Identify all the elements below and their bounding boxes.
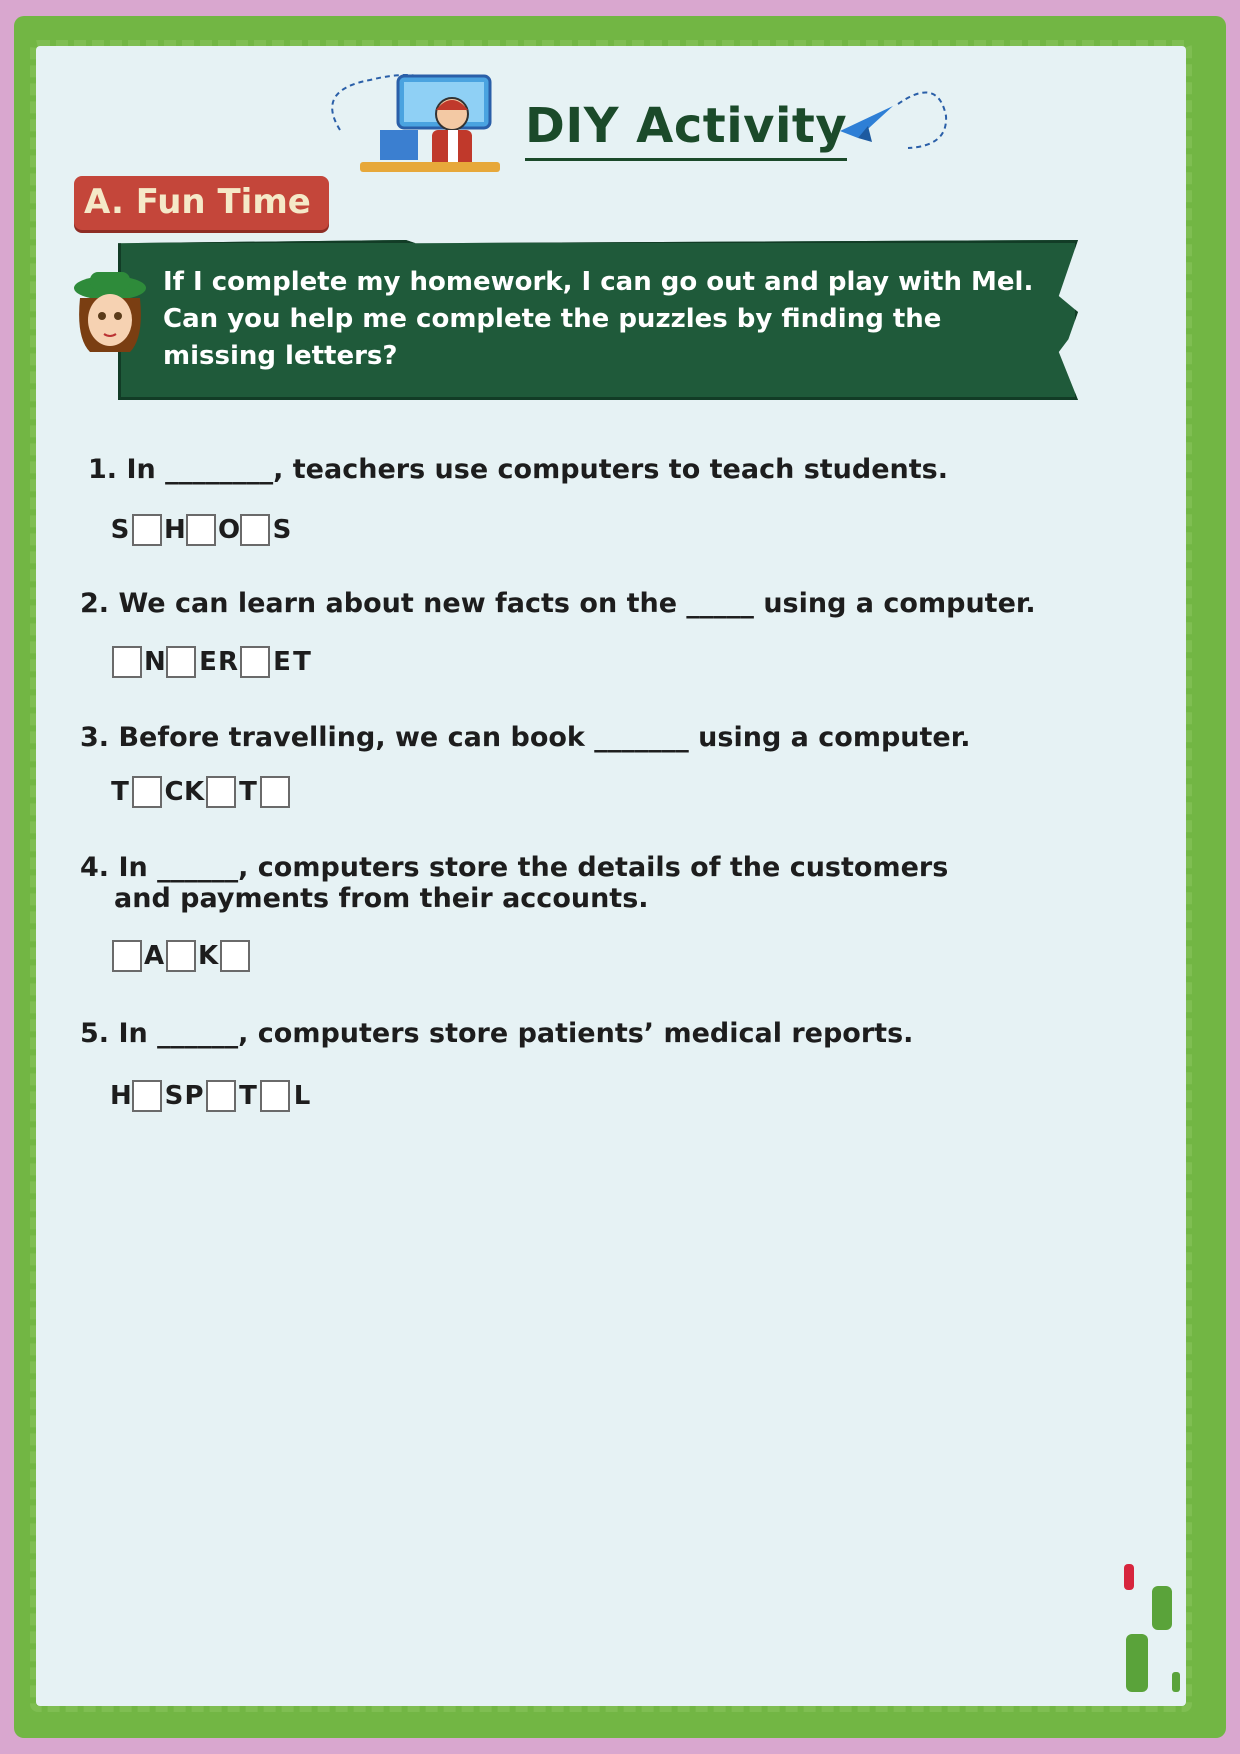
puzzle-letter: S	[164, 1081, 184, 1111]
letter-box[interactable]	[132, 1080, 162, 1112]
question-4	[80, 852, 948, 914]
letter-box[interactable]	[132, 776, 162, 808]
puzzle-3	[110, 776, 292, 808]
teacher-illustration-icon	[320, 70, 530, 180]
puzzle-letter: K	[198, 941, 219, 971]
letter-box[interactable]	[132, 514, 162, 546]
letter-box[interactable]	[206, 1080, 236, 1112]
puzzle-1	[110, 514, 292, 546]
question-text: We can learn about new facts on the _____ using a computer.	[118, 588, 1036, 619]
puzzle-letter: S	[110, 515, 130, 545]
letter-box[interactable]	[166, 646, 196, 678]
puzzle-letter: A	[144, 941, 165, 971]
puzzle-letter: L	[293, 1081, 311, 1111]
question-number: 2.	[80, 588, 110, 619]
question-3	[80, 722, 970, 753]
puzzle-letter: H	[110, 1081, 132, 1111]
question-text: In ________, teachers use computers to teach students.	[126, 454, 949, 485]
letter-box[interactable]	[260, 1080, 290, 1112]
puzzle-letter: E	[199, 647, 217, 677]
puzzle-letter: S	[272, 515, 292, 545]
puzzle-letter: T	[111, 777, 129, 807]
question-text: Before travelling, we can book _______ using a computer.	[118, 722, 971, 753]
letter-box[interactable]	[186, 514, 216, 546]
letter-box[interactable]	[220, 940, 250, 972]
question-text-continued: and payments from their accounts.	[114, 883, 649, 914]
question-1	[88, 454, 948, 485]
puzzle-letter: T	[239, 777, 257, 807]
puzzle-letter: E	[273, 647, 291, 677]
puzzle-2	[110, 646, 312, 678]
puzzle-5	[110, 1080, 312, 1112]
question-number: 4.	[80, 852, 110, 883]
puzzle-letter: T	[239, 1081, 257, 1111]
instruction-text: If I complete my homework, I can go out and play with Mel. Can you help me complete the puzzles by finding the missing letters?	[163, 267, 1034, 371]
question-text: In ______, computers store the details of the customers	[118, 852, 949, 883]
puzzle-4	[110, 940, 252, 972]
letter-box[interactable]	[240, 646, 270, 678]
letter-box[interactable]	[166, 940, 196, 972]
puzzle-letter: K	[184, 777, 205, 807]
question-number: 5.	[80, 1018, 110, 1049]
crayon-decoration-icon	[1116, 1560, 1186, 1700]
puzzle-letter: H	[164, 515, 186, 545]
section-heading: A. Fun Time	[74, 176, 329, 230]
question-5	[80, 1018, 913, 1049]
question-number: 3.	[80, 722, 110, 753]
letter-box[interactable]	[112, 646, 142, 678]
question-2	[80, 588, 1036, 619]
puzzle-letter: P	[184, 1081, 204, 1111]
letter-box[interactable]	[260, 776, 290, 808]
puzzle-letter: R	[218, 647, 239, 677]
puzzle-letter: N	[144, 647, 166, 677]
letter-box[interactable]	[206, 776, 236, 808]
puzzle-letter: T	[293, 647, 311, 677]
question-text: In ______, computers store patients’ medical reports.	[118, 1018, 914, 1049]
girl-avatar-icon	[70, 268, 150, 364]
question-number: 1.	[88, 454, 118, 485]
puzzle-letter: C	[164, 777, 184, 807]
paper-plane-icon	[838, 86, 948, 166]
puzzle-letter: O	[218, 515, 241, 545]
page-title: DIY Activity	[525, 98, 847, 161]
letter-box[interactable]	[240, 514, 270, 546]
letter-box[interactable]	[112, 940, 142, 972]
